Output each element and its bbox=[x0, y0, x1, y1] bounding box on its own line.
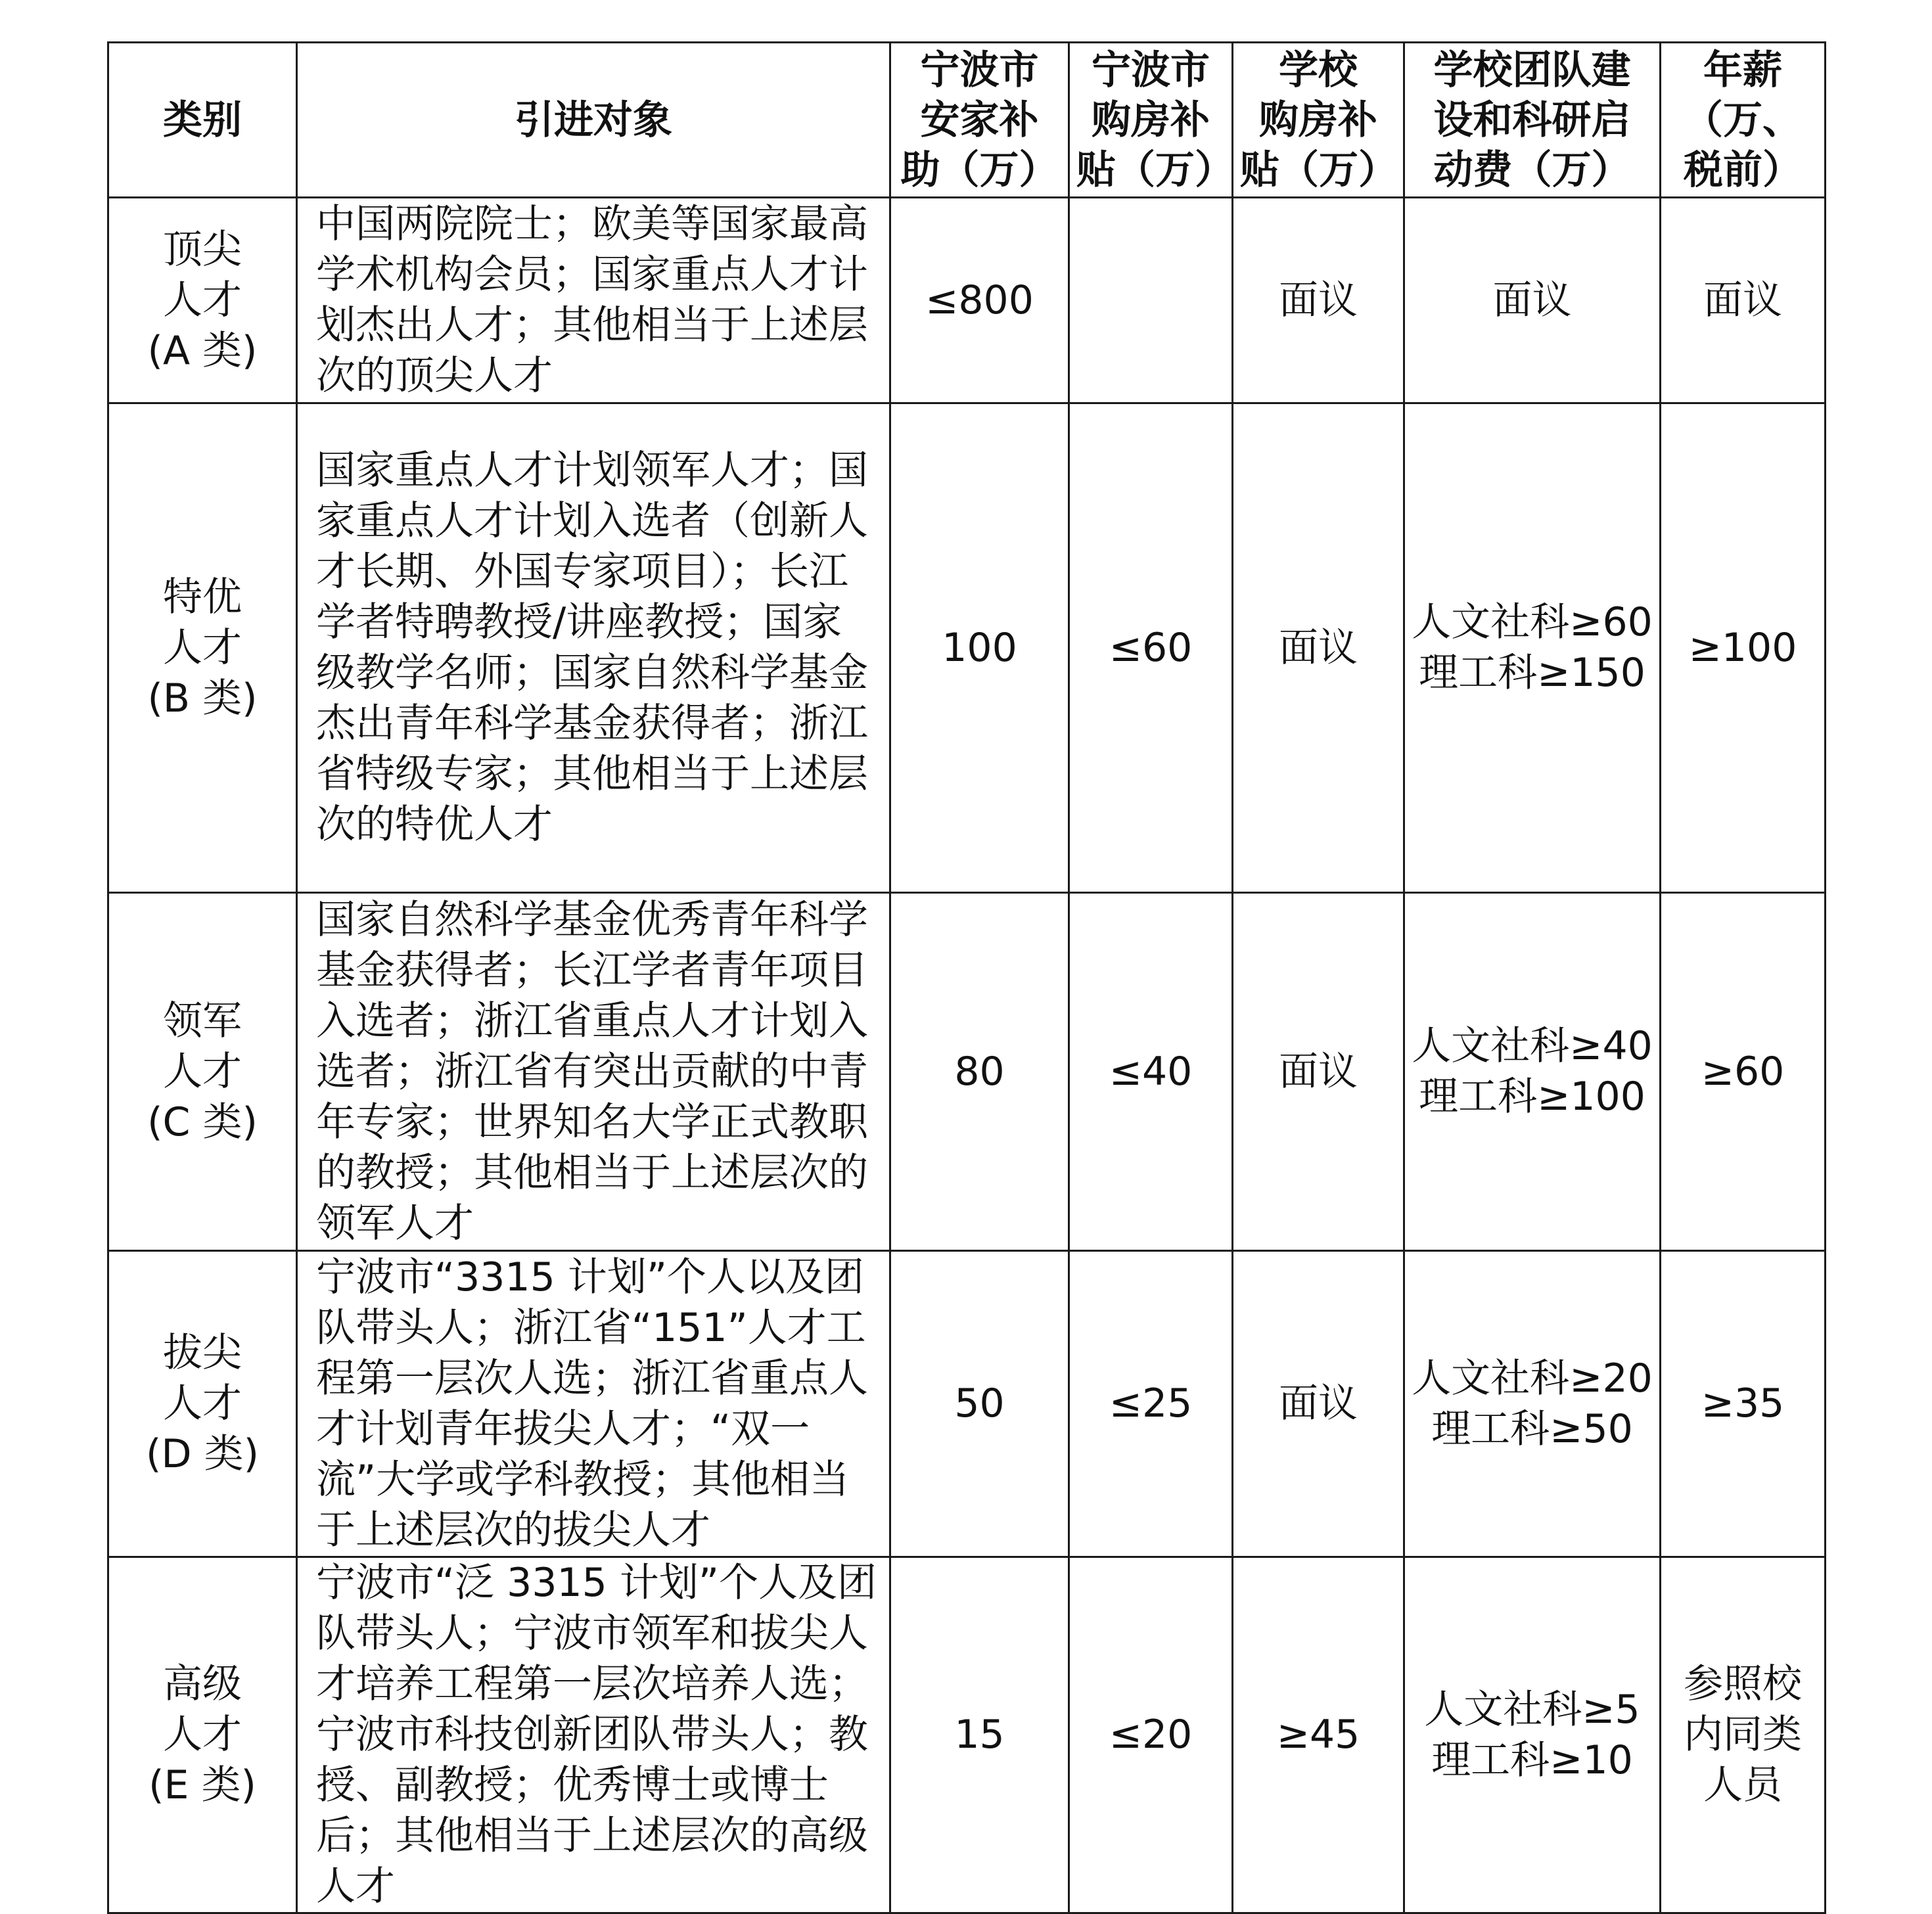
ningbo-house-cell: ≤40 bbox=[1069, 893, 1233, 1251]
header-ningbo-settle: 宁波市 安家补 助（万） bbox=[890, 43, 1069, 198]
research-fund-cell: 人文社科≥40 理工科≥100 bbox=[1404, 893, 1661, 1251]
table-row bbox=[108, 403, 1826, 893]
table-row bbox=[108, 1251, 1826, 1557]
targets-cell: 中国两院院士；欧美等国家最高学术机构会员；国家重点人才计划杰出人才；其他相当于上述层次的顶尖人才 bbox=[297, 198, 890, 403]
category-cell: 拔尖 人才 (D 类) bbox=[108, 1251, 297, 1557]
talent-subsidy-table bbox=[107, 41, 1826, 1914]
ningbo-house-cell: ≤20 bbox=[1069, 1557, 1233, 1913]
ningbo-house-cell bbox=[1069, 198, 1233, 403]
category-cell: 特优 人才 (B 类) bbox=[108, 403, 297, 893]
research-fund-cell: 人文社科≥20 理工科≥50 bbox=[1404, 1251, 1661, 1557]
targets-cell: 宁波市“泛 3315 计划”个人及团队带头人；宁波市领军和拔尖人才培养工程第一层次培养人选；宁波市科技创新团队带头人；教授、副教授；优秀博士或博士后；其他相当于上述层次的高级人才 bbox=[297, 1557, 890, 1913]
ningbo-settle-cell: 50 bbox=[890, 1251, 1069, 1557]
ningbo-house-cell: ≤25 bbox=[1069, 1251, 1233, 1557]
school-house-cell: 面议 bbox=[1233, 1251, 1404, 1557]
ningbo-house-cell: ≤60 bbox=[1069, 403, 1233, 893]
header-ningbo-house: 宁波市 购房补 贴（万） bbox=[1069, 43, 1233, 198]
header-targets: 引进对象 bbox=[297, 43, 890, 198]
header-research-fund: 学校团队建 设和科研启 动费（万） bbox=[1404, 43, 1661, 198]
category-cell: 高级 人才 (E 类) bbox=[108, 1557, 297, 1913]
school-house-cell: 面议 bbox=[1233, 403, 1404, 893]
school-house-cell: ≥45 bbox=[1233, 1557, 1404, 1913]
ningbo-settle-cell: ≤800 bbox=[890, 198, 1069, 403]
salary-cell: ≥60 bbox=[1661, 893, 1826, 1251]
header-salary: 年薪 （万、 税前） bbox=[1661, 43, 1826, 198]
header-category: 类别 bbox=[108, 43, 297, 198]
salary-cell: 参照校 内同类 人员 bbox=[1661, 1557, 1826, 1913]
table-row bbox=[108, 198, 1826, 403]
salary-cell: 面议 bbox=[1661, 198, 1826, 403]
header-school-house: 学校 购房补 贴（万） bbox=[1233, 43, 1404, 198]
research-fund-cell: 人文社科≥60 理工科≥150 bbox=[1404, 403, 1661, 893]
salary-cell: ≥35 bbox=[1661, 1251, 1826, 1557]
table-header-row bbox=[108, 43, 1826, 198]
ningbo-settle-cell: 15 bbox=[890, 1557, 1069, 1913]
category-cell: 顶尖 人才 (A 类) bbox=[108, 198, 297, 403]
ningbo-settle-cell: 80 bbox=[890, 893, 1069, 1251]
research-fund-cell: 人文社科≥5 理工科≥10 bbox=[1404, 1557, 1661, 1913]
table-row bbox=[108, 893, 1826, 1251]
table-row bbox=[108, 1557, 1826, 1913]
salary-cell: ≥100 bbox=[1661, 403, 1826, 893]
targets-cell: 国家重点人才计划领军人才；国家重点人才计划入选者（创新人才长期、外国专家项目）；长江学者特聘教授/讲座教授；国家级教学名师；国家自然科学基金杰出青年科学基金获得者；浙江省特级专家；其他相当于上述层次的特优人才 bbox=[297, 403, 890, 893]
ningbo-settle-cell: 100 bbox=[890, 403, 1069, 893]
school-house-cell: 面议 bbox=[1233, 198, 1404, 403]
targets-cell: 国家自然科学基金优秀青年科学基金获得者；长江学者青年项目入选者；浙江省重点人才计划入选者；浙江省有突出贡献的中青年专家；世界知名大学正式教职的教授；其他相当于上述层次的领军人才 bbox=[297, 893, 890, 1251]
category-cell: 领军 人才 (C 类) bbox=[108, 893, 297, 1251]
school-house-cell: 面议 bbox=[1233, 893, 1404, 1251]
targets-cell: 宁波市“3315 计划”个人以及团队带头人；浙江省“151”人才工程第一层次人选；浙江省重点人才计划青年拔尖人才；“双一流”大学或学科教授；其他相当于上述层次的拔尖人才 bbox=[297, 1251, 890, 1557]
research-fund-cell: 面议 bbox=[1404, 198, 1661, 403]
